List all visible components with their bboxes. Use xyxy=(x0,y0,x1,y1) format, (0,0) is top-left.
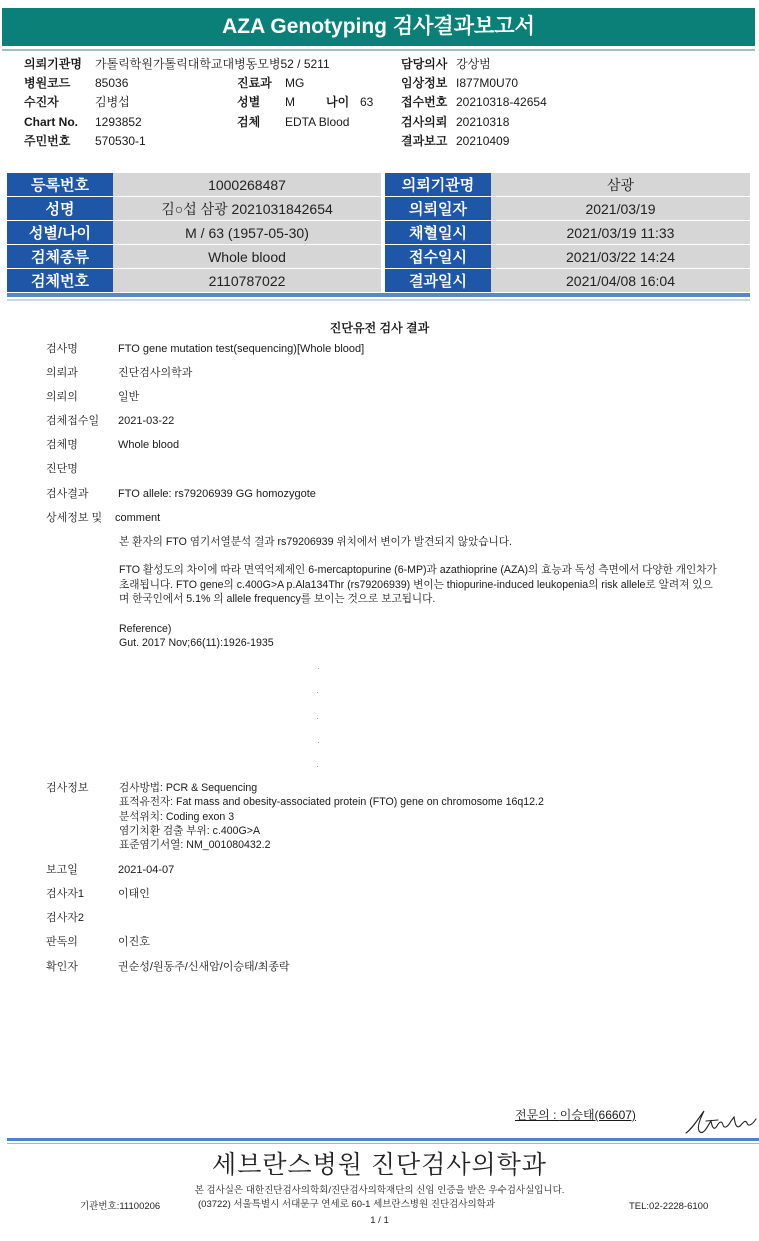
result-value: comment xyxy=(115,512,161,524)
table-row xyxy=(7,197,750,221)
scan-dot xyxy=(317,718,318,719)
header-hospital-code: 병원코드 85036 xyxy=(24,76,129,90)
table-row xyxy=(7,269,750,293)
reg-label: 의뢰기관명 xyxy=(385,173,491,197)
report-title xyxy=(2,8,755,46)
scan-dot xyxy=(318,742,319,743)
result-value: 진단검사의학과 xyxy=(118,367,193,379)
header-report-date: 결과보고 20210409 xyxy=(401,134,510,148)
signoff-label: 검사자2 xyxy=(46,912,84,924)
test-info-line: 검사방법: PCR & Sequencing xyxy=(119,782,258,794)
registration-table xyxy=(7,173,750,293)
scan-dot xyxy=(317,766,318,767)
result-label: 의뢰과 xyxy=(46,367,78,379)
reg-label: 검체종류 xyxy=(7,245,113,269)
reg-value: 2110787022 xyxy=(113,269,381,293)
header-accession-no: 접수번호 20210318-42654 xyxy=(401,95,547,109)
signoff-label: 확인자 xyxy=(46,961,78,973)
reg-label: 검체번호 xyxy=(7,269,113,293)
table-row xyxy=(7,221,750,245)
reg-label: 성별/나이 xyxy=(7,221,113,245)
header-request-date: 검사의뢰 20210318 xyxy=(401,115,510,129)
header-department: 진료과 MG xyxy=(237,76,305,90)
reg-label: 채혈일시 xyxy=(385,221,491,245)
result-value: 2021-03-22 xyxy=(118,415,175,427)
report-title-text: AZA Genotyping 검사결과보고서 xyxy=(222,15,535,38)
title-underline xyxy=(2,49,755,51)
footer-institution: 세브란스병원 진단검사의학과 xyxy=(212,1151,547,1179)
result-label: 상세정보 및 xyxy=(46,512,103,524)
signoff-label: 검사자1 xyxy=(46,888,84,900)
header-patient: 수진자 김병섭 xyxy=(24,95,130,109)
test-info-line: 표적유전자: Fat mass and obesity-associated protein (FTO) gene on chromosome 16q12.2 xyxy=(119,796,544,809)
table-divider xyxy=(7,293,750,297)
table-row xyxy=(7,245,750,269)
footer-tel: TEL:02-2228-6100 xyxy=(629,1201,709,1212)
reg-value: M / 63 (1957-05-30) xyxy=(113,221,381,245)
footer-address: (03722) 서울특별시 서대문구 연세로 60-1 세브란스병원 진단검사의학과 xyxy=(198,1199,496,1210)
table-row xyxy=(7,173,750,197)
header-resident-no: 주민번호 570530-1 xyxy=(24,134,146,148)
signoff-value: 권순성/원동주/신새암/이승태/최종락 xyxy=(118,961,290,973)
reg-label: 접수일시 xyxy=(385,245,491,269)
header-requesting-institution: 의뢰기관명 가톨릭학원가톨릭대학교대병동모병52 / 5211 xyxy=(24,57,330,71)
scan-dot xyxy=(318,668,319,669)
footer-org-number: 기관번호:11100206 xyxy=(80,1201,161,1212)
signoff-label: 보고일 xyxy=(46,864,78,876)
header-chart-no: Chart No. 1293852 xyxy=(24,115,142,129)
reference-label: Reference) xyxy=(119,623,172,635)
result-label: 검체명 xyxy=(46,439,78,451)
signoff-value: 이진호 xyxy=(118,936,150,948)
signoff-value: 2021-04-07 xyxy=(118,864,175,876)
result-label: 검사결과 xyxy=(46,488,89,500)
table-divider-light xyxy=(7,299,750,301)
reg-value: 1000268487 xyxy=(113,173,381,197)
reg-label: 등록번호 xyxy=(7,173,113,197)
test-info-line: 분석위치: Coding exon 3 xyxy=(119,810,235,823)
result-label: 검사명 xyxy=(46,343,78,355)
reg-value: Whole blood xyxy=(113,245,381,269)
result-label: 진단명 xyxy=(46,463,78,475)
contact-value: 이승태(66607) xyxy=(559,1108,636,1122)
reg-label: 의뢰일자 xyxy=(385,197,491,221)
reg-label: 성명 xyxy=(7,197,113,221)
result-value: Whole blood xyxy=(118,439,180,451)
contact-label: 전문의 : xyxy=(515,1108,560,1122)
footer-divider-light xyxy=(7,1143,759,1144)
comment-paragraph-1: 본 환자의 FTO 염기서열분석 결과 rs79206939 위치에서 변이가 발견되지 않았습니다. xyxy=(119,536,512,548)
result-value: FTO allele: rs79206939 GG homozygote xyxy=(118,488,316,500)
footer-divider xyxy=(7,1138,759,1141)
reg-value: 2021/03/22 14:24 xyxy=(491,245,750,269)
reference-citation: Gut. 2017 Nov;66(11):1926-1935 xyxy=(119,637,274,649)
signoff-value: 이태인 xyxy=(118,888,150,900)
result-value: 일반 xyxy=(118,391,140,403)
header-age: 나이 63 xyxy=(326,95,374,109)
header-doctor: 담당의사 강상범 xyxy=(401,57,491,71)
test-info-line: 염기치환 검출 부위: c.400G>A xyxy=(119,824,261,837)
test-info-block xyxy=(119,781,719,852)
header-specimen: 검체 EDTA Blood xyxy=(237,115,350,129)
result-value: FTO gene mutation test(sequencing)[Whole blood] xyxy=(118,343,365,355)
result-label: 검체접수일 xyxy=(46,415,100,427)
header-sex: 성별 M xyxy=(237,95,295,109)
reg-label: 결과일시 xyxy=(385,269,491,293)
page-number: 1 / 1 xyxy=(370,1215,389,1226)
reg-value: 삼광 xyxy=(491,173,750,197)
footer-certification: 본 검사실은 대한진단검사의학회/진단검사의학재단의 신임 인증을 받은 우수검사실입니다. xyxy=(194,1185,565,1196)
result-label: 의뢰의 xyxy=(46,391,78,403)
scan-dot xyxy=(317,692,318,693)
signature-image xyxy=(684,1105,759,1137)
specialist-contact xyxy=(515,1106,636,1123)
signoff-label: 판독의 xyxy=(46,936,78,948)
reg-value: 2021/03/19 xyxy=(491,197,750,221)
header-clinical-info: 임상정보 I877M0U70 xyxy=(401,76,519,90)
comment-paragraph-2: FTO 활성도의 차이에 따라 면역억제제인 6-mercaptopurine (6-MP)과 azathioprine (AZA)의 효능과 독성 측면에서 다양한 개인차가 초래됩니다. FTO gene의 c.400G>A p.Ala134Thr (rs79206939) 변이는 thiopurine-induced leukopenia의 risk allele로 알려져 있으며 한국인에서 5.1% 의 allele frequency를 보이는 것으로 보고됩니다. xyxy=(119,564,717,605)
result-section-title: 진단유전 검사 결과 xyxy=(329,321,430,335)
reg-value: 2021/03/19 11:33 xyxy=(491,221,750,245)
reg-value: 2021/04/08 16:04 xyxy=(491,269,750,293)
reg-value: 김○섭 삼광 2021031842654 xyxy=(113,197,381,221)
test-info-line: 표준염기서열: NM_001080432.2 xyxy=(119,839,271,852)
test-info-label: 검사정보 xyxy=(46,782,89,794)
